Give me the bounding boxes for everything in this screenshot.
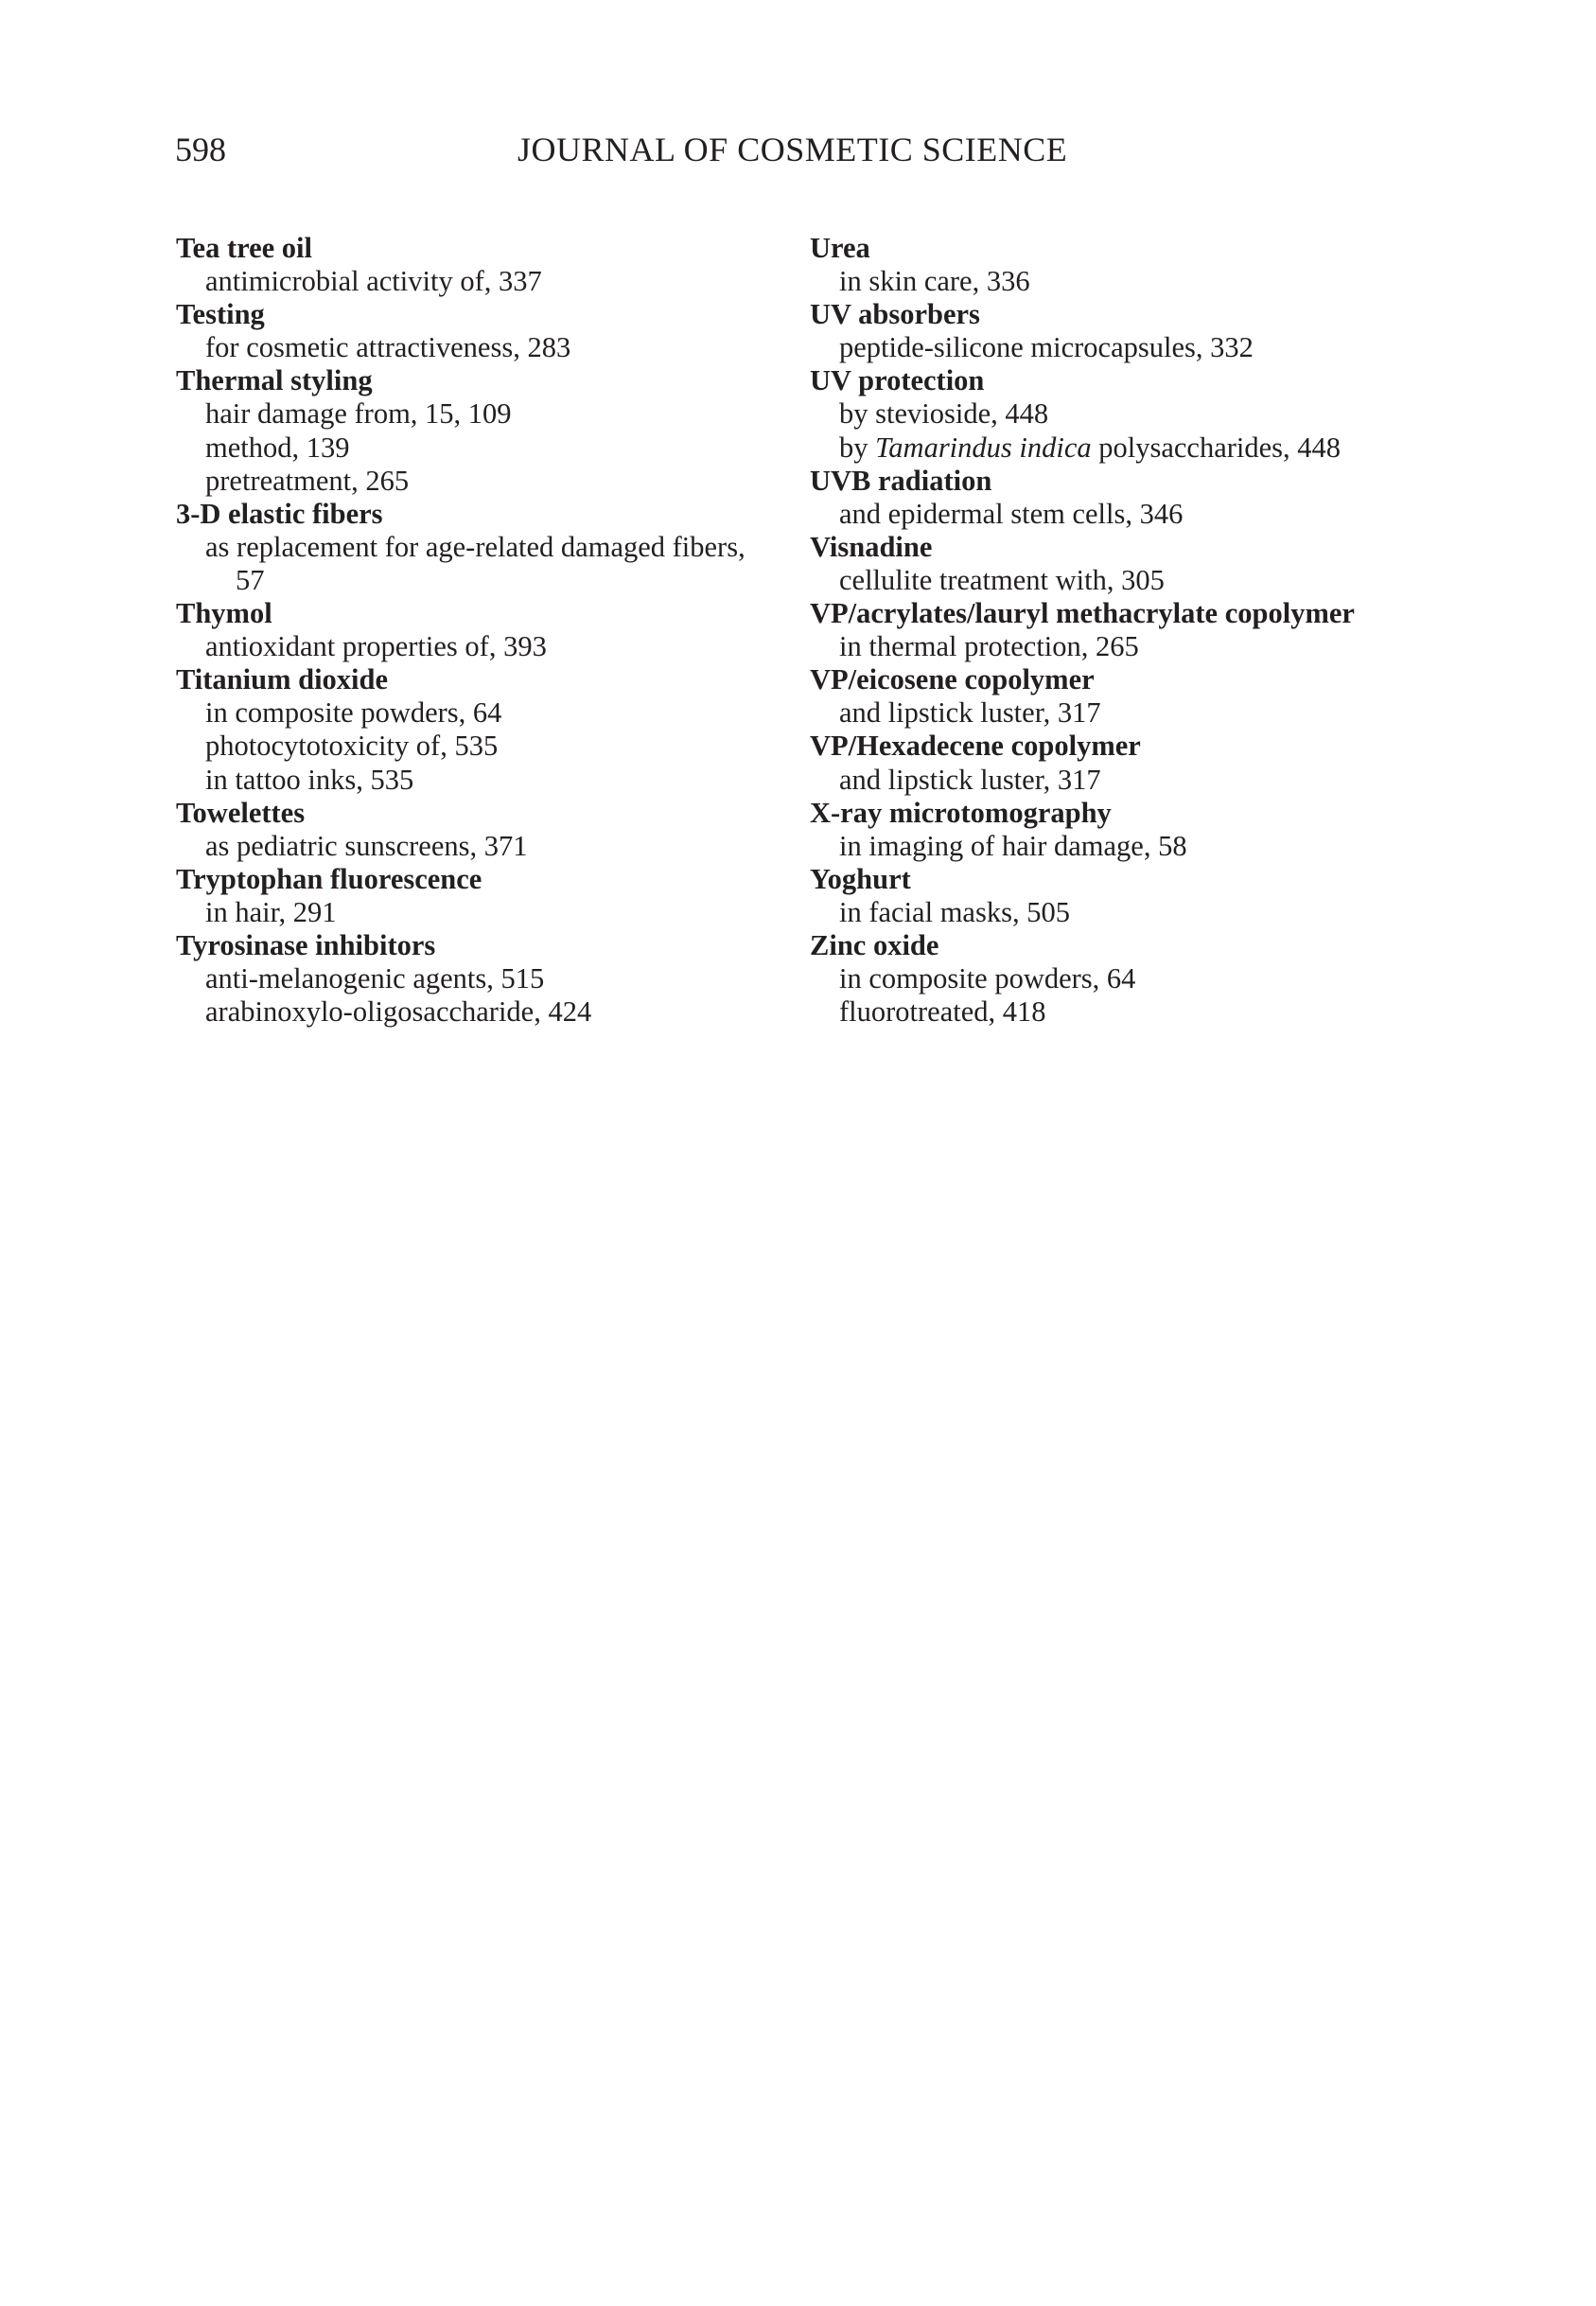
subentry-suffix: polysaccharides, 448 [1091, 431, 1342, 464]
index-entry-uvb-radiation [810, 465, 1415, 531]
index-entry-thermal-styling [176, 364, 781, 497]
index-subentry: by stevioside, 448 [839, 397, 1049, 431]
index-term: Zinc oxide [810, 928, 939, 961]
index-subentry: and lipstick luster, 317 [839, 696, 1101, 730]
index-term: VP/eicosene copolymer [810, 663, 1095, 696]
index-entry-titanium-dioxide [176, 663, 781, 796]
subentry-prefix: by [839, 431, 876, 464]
index-term: Tea tree oil [176, 232, 312, 264]
index-subentry: cellulite treatment with, 305 [839, 563, 1165, 596]
index-entry-vp-eicosene-copolymer [810, 663, 1415, 730]
page-number: 598 [175, 131, 226, 168]
index-term: UV absorbers [810, 298, 980, 331]
index-entry-visnadine [810, 531, 1415, 597]
index-term: Yoghurt [810, 862, 911, 895]
index-entry-urea [810, 232, 1415, 298]
index-entry-3-d-elastic-fibers [176, 498, 781, 597]
subentry-italic-name: Tamarindus indica [875, 431, 1092, 464]
index-subentry: fluorotreated, 418 [839, 995, 1046, 1029]
index-term: 3-D elastic fibers [176, 497, 383, 530]
index-subentry: in thermal protection, 265 [839, 630, 1139, 663]
index-subentry: method, 139 [205, 431, 350, 464]
index-subentry [810, 431, 1415, 465]
index-column-left [176, 232, 781, 1029]
index-entry-tryptophan-fluorescence [176, 863, 781, 929]
index-term: X-ray microtomography [810, 796, 1112, 829]
index-term: VP/Hexadecene copolymer [810, 730, 1141, 763]
index-entry-zinc-oxide [810, 929, 1415, 1029]
index-subentry: arabinoxylo-oligosaccharide, 424 [205, 995, 592, 1029]
index-subentry-continuation: 57 [236, 563, 265, 596]
index-entry-vp-hexadecene-copolymer [810, 730, 1415, 796]
index-subentry: antioxidant properties of, 393 [205, 630, 547, 663]
index-term: Towelettes [176, 796, 306, 829]
index-subentry: antimicrobial activity of, 337 [205, 265, 542, 298]
index-entry-yoghurt [810, 863, 1415, 929]
running-head: JOURNAL OF COSMETIC SCIENCE [517, 131, 1068, 168]
index-subentry: peptide-silicone microcapsules, 332 [839, 331, 1254, 364]
index-subentry: for cosmetic attractiveness, 283 [205, 331, 571, 364]
index-term: Thymol [176, 597, 272, 630]
index-subentry: in skin care, 336 [839, 265, 1030, 298]
index-term: Titanium dioxide [176, 663, 389, 696]
index-term: Visnadine [810, 530, 933, 563]
index-entry-uv-protection [810, 364, 1415, 464]
index-entry-vp-acrylates-lauryl-methacrylate-copolymer [810, 597, 1415, 663]
index-subentry: hair damage from, 15, 109 [205, 397, 512, 431]
index-entry-towelettes [176, 797, 781, 863]
index-term: Urea [810, 232, 870, 264]
index-subentry: in composite powders, 64 [839, 962, 1136, 995]
index-term: UV protection [810, 364, 985, 397]
index-term: Tyrosinase inhibitors [176, 928, 436, 961]
index-subentry: and epidermal stem cells, 346 [839, 497, 1184, 530]
index-term: Tryptophan fluorescence [176, 862, 482, 895]
index-subentry: photocytotoxicity of, 535 [205, 730, 499, 763]
index-subentry: as pediatric sunscreens, 371 [205, 829, 528, 862]
index-subentry: in imaging of hair damage, 58 [839, 829, 1187, 862]
index-subentry: in facial masks, 505 [839, 895, 1070, 928]
index-subentry: pretreatment, 265 [205, 464, 410, 497]
index-entry-thymol [176, 597, 781, 663]
index-subentry: as replacement for age-related damaged fibers, [205, 530, 745, 563]
index-term: VP/acrylates/lauryl methacrylate copolymer [810, 597, 1355, 630]
index-entry-testing [176, 298, 781, 364]
index-subentry: and lipstick luster, 317 [839, 763, 1101, 796]
index-subentry: in tattoo inks, 535 [205, 763, 414, 796]
index-term: Testing [176, 298, 265, 331]
index-term: Thermal styling [176, 364, 373, 397]
index-subentry: anti-melanogenic agents, 515 [205, 962, 545, 995]
index-entry-uv-absorbers [810, 298, 1415, 364]
index-entry-x-ray-microtomography [810, 797, 1415, 863]
index-entry-tyrosinase-inhibitors [176, 929, 781, 1029]
index-subentry: in hair, 291 [205, 895, 337, 928]
index-entry-tea-tree-oil [176, 232, 781, 298]
index-column-right [810, 232, 1415, 1029]
index-subentry: in composite powders, 64 [205, 696, 502, 730]
index-term: UVB radiation [810, 464, 992, 497]
